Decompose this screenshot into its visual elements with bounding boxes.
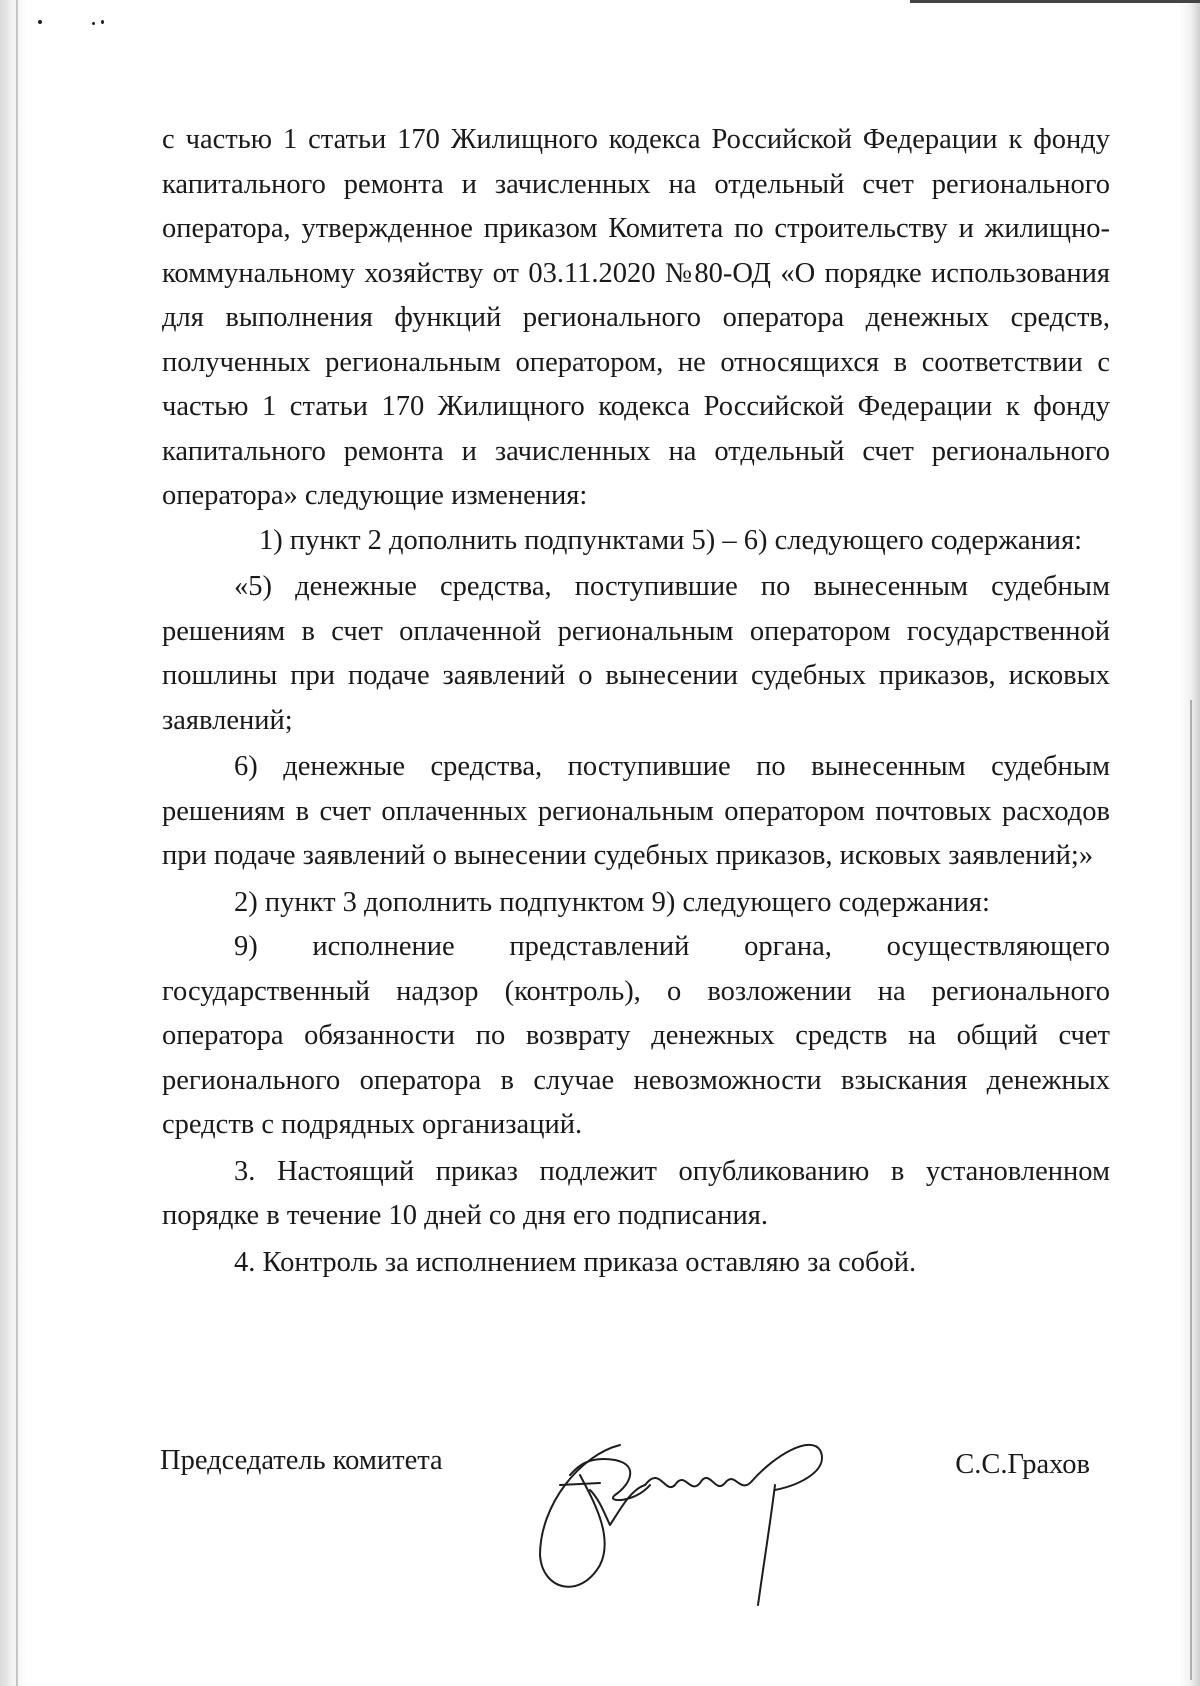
paragraph-subitem-6: 6) денежные средства, поступившие по вынесенным судебным решениям в счет оплаченных региональным оператором почтовых расходов при подаче заявлений о вынесении судебных приказов, исковых заявлений;»: [162, 751, 1110, 871]
paragraph-item-3: 3. Настоящий приказ подлежит опубликованию в установленном порядке в течение 10 дней со дня его подписания.: [162, 1155, 1110, 1231]
paragraph-subitem-9: 9) исполнение представлений органа, осуществляющего государственный надзор (контроль), о возложении на регионального оператора обязанности по возврату денежных средств на общий счет регионального оператора в случае невозможности взыскания денежных средств с подрядных организаций.: [162, 931, 1110, 1140]
handwritten-signature: [520, 1415, 860, 1615]
signer-position: Председатель комитета: [160, 1445, 443, 1476]
scan-edge-right: [1178, 0, 1200, 1686]
paragraph-item-1: 1) пункт 2 дополнить подпунктами 5) – 6) следующего содержания:: [259, 524, 1083, 556]
scan-edge-left: [0, 0, 28, 1686]
document-body: [162, 118, 1110, 1285]
paragraph-subitem-5: «5) денежные средства, поступившие по вынесенным судебным решениям в счет оплаченной региональным оператором государственной пошлины при подаче заявлений о вынесении судебных приказов, исковых заявлений;: [162, 571, 1110, 736]
paragraph-item-4: 4. Контроль за исполнением приказа оставляю за собой.: [234, 1246, 917, 1278]
signer-name: С.С.Грахов: [955, 1449, 1090, 1480]
top-rule: [910, 0, 1200, 3]
paragraph-intro: с частью 1 статьи 170 Жилищного кодекса Российской Федерации к фонду капитального ремонта и зачисленных на отдельный счет регионального оператора, утвержденное приказом Комитета по строительству и жилищно-коммунальному хозяйству от 03.11.2020 №80-ОД «О порядке использования для выполнения функций регионального оператора денежных средств, полученных региональным оператором, не относящихся в соответствии с частью 1 статьи 170 Жилищного кодекса Российской Федерации к фонду капитального ремонта и зачисленных на отдельный счет регионального оператора» следующие изменения:: [162, 124, 1110, 511]
paragraph-item-2: 2) пункт 3 дополнить подпунктом 9) следующего содержания:: [234, 886, 990, 918]
